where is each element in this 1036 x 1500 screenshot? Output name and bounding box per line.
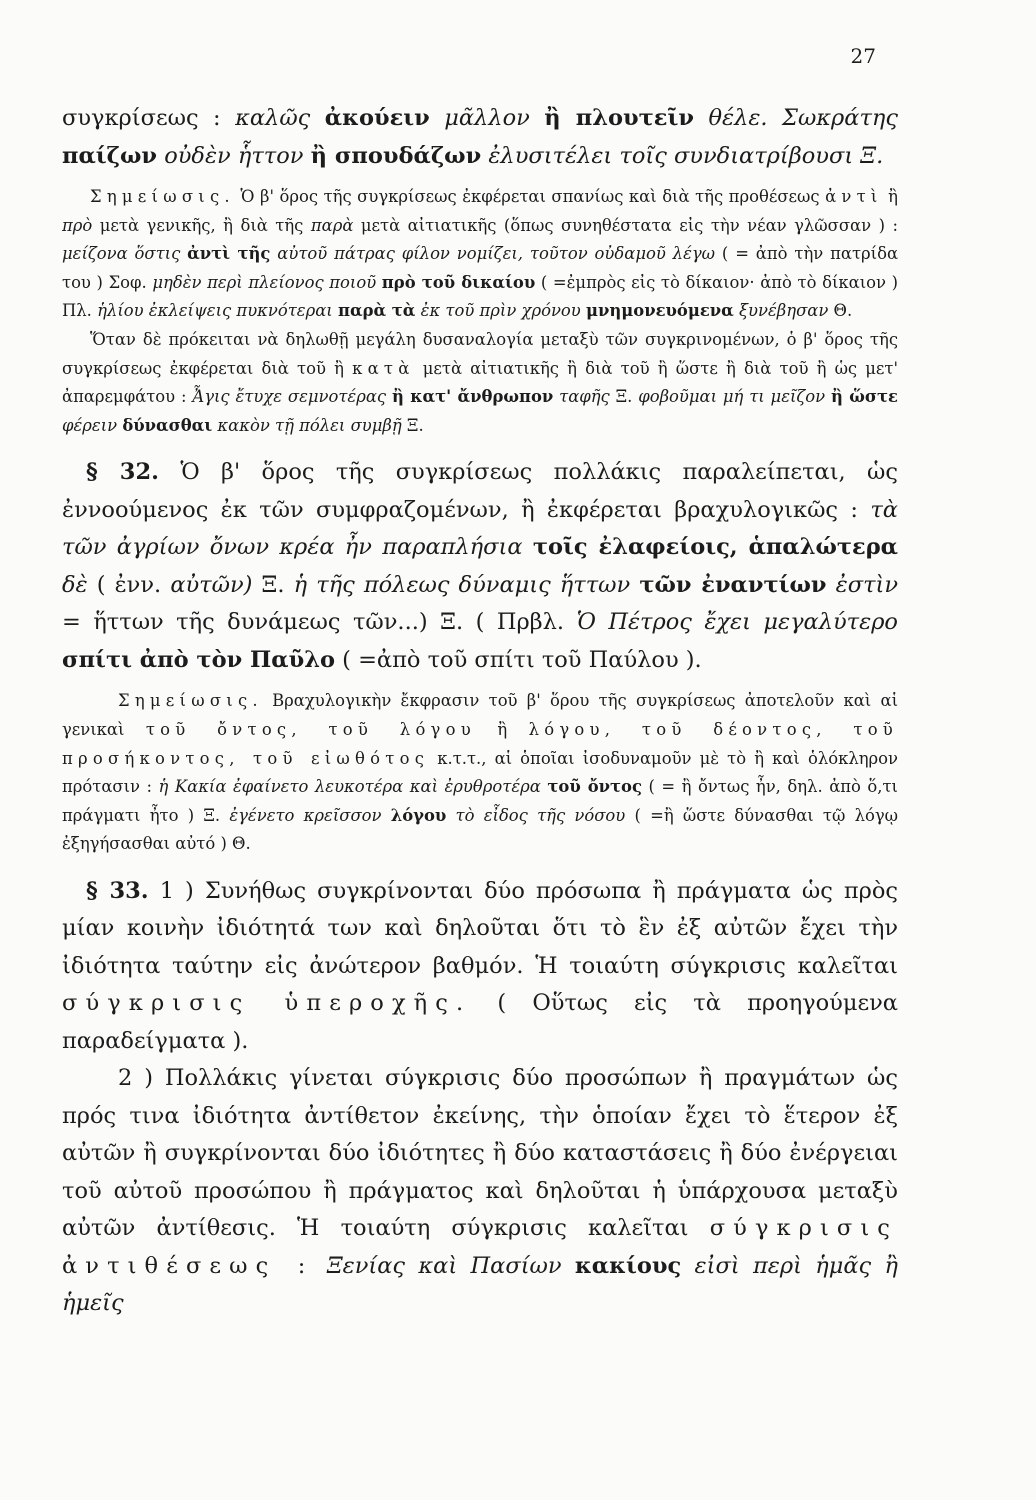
text-run: ( =ἀπὸ τοῦ σπίτι τοῦ Παύλου ). <box>342 646 702 673</box>
text-run: = ἥττων τῆς δυνάμεως τῶν...) Ξ. ( Πρβλ. <box>62 609 565 636</box>
text-run: Βραχυλογικὴν ἔκφρασιν τοῦ β' ὅρου τῆς συγκρίσεως ἀποτελοῦν καὶ αἱ γενικαὶ <box>62 691 898 739</box>
text-run: Ὁ β' ὅρος τῆς συγκρίσεως πολλάκις παραλείπεται, ὡς ἐννοούμενος ἐκ τῶν συμφραζομένων, ἢ ἐκφέρεται βραχυλογικῶς : <box>62 459 898 523</box>
text-run: παρὰ <box>310 215 354 235</box>
note-1 <box>62 183 898 326</box>
text-run: Ὁ Πέτρος ἔχει μεγαλύτερο <box>576 609 898 636</box>
text-run: συγκρίσεως : <box>62 105 221 131</box>
text-run: τὸ εἶδος τῆς νόσου <box>455 805 626 825</box>
text-run: ( =ἢ ὥστε δύνασθαι τῷ λόγῳ ἐξηγήσασθαι αὐτό ) Θ. <box>62 805 899 854</box>
text-run: μετὰ αἰτιατικῆς (ὅπως συνηθέστατα εἰς τὴν νέαν γλῶσσαν ) : <box>360 215 898 235</box>
term-highlight: σύγκρισις ἀντιθέσεως : <box>62 1215 898 1279</box>
text-run: ἀντὶ τῆς <box>187 244 271 264</box>
text-run: τῶν ἐναντίων <box>639 571 827 598</box>
section-33-part-2 <box>62 1060 898 1323</box>
term-highlight: σύγκρισις ὑπεροχῆς. <box>62 990 472 1017</box>
text-run: 2 ) Πολλάκις γίνεται σύγκρισις δύο προσώπων ἢ πραγμάτων ὡς πρός τινα ἰδιότητα ἀντίθετον ἐκείνης, τὴν ὁποίαν ἔχει τὸ ἕτερον ἐξ αὐτῶν ἢ συγκρίνονται δύο ἰδιότητες ἢ δύο καταστάσεις ἢ δύο ἐνέργειαι τοῦ αὐτοῦ προσώπου ἢ πράγματος καὶ δηλοῦται ἡ ὑπάρχουσα μεταξὺ αὐτῶν ἀντίθεσις. Ἡ τοιαύτη σύγκρισις καλεῖται <box>62 1065 898 1242</box>
text-run: μετὰ γενικῆς, ἢ διὰ τῆς <box>99 215 304 235</box>
text-run: μετὰ αἰτιατικῆς ἢ διὰ τοῦ ἢ ὥστε ἢ διὰ τοῦ ἢ ὡς μετ' ἀπαρεμφάτου : <box>62 358 898 407</box>
text-run: κακὸν τῇ πόλει συμβῇ <box>217 415 402 435</box>
text-run: ἡλίου ἐκλείψεις πυκνότεραι <box>97 301 333 321</box>
text-run: ἐλυσιτέλει τοῖς συνδιατρίβουσι Ξ. <box>488 142 884 169</box>
text-run: ἀκούειν <box>324 105 430 131</box>
text-run: αὐτοῦ πάτρας φίλον νομίζει, τοῦτον οὐδαμοῦ λέγω <box>277 244 716 264</box>
text-run: τοῦ ὄντος, τοῦ λόγου <box>145 719 476 739</box>
text-run: Ὅταν δὲ πρόκειται νὰ δηλωθῇ μεγάλη δυσαναλογία μεταξὺ τῶν συγκρινομένων, ὁ β' ὅρος τῆς συγκρίσεως ἐκφέρεται διὰ τοῦ ἢ <box>62 329 898 378</box>
text-run: οὐδὲν ἧττον <box>164 142 304 169</box>
text-run: πρὸ <box>62 215 93 235</box>
text-run: πρὸ τοῦ δικαίου <box>381 272 536 292</box>
text-run: ( Οὕτως εἰς τὰ προηγούμενα παραδείγματα ). <box>62 990 898 1054</box>
text-run: ( ἐνν. <box>96 571 162 598</box>
text-run: ταφῆς <box>559 387 610 407</box>
text-run: ἢ σπουδάζων <box>310 142 482 169</box>
text-run: καλῶς <box>235 105 311 131</box>
text-run: σπίτι ἀπὸ τὸν Παῦλο <box>62 646 335 673</box>
note-2 <box>62 326 898 440</box>
text-run: δὲ <box>62 571 88 598</box>
text-run: ἢ <box>888 187 898 206</box>
section-number: § 32. <box>86 459 159 486</box>
text-run: Θ. <box>833 301 853 321</box>
text-run: παίζων <box>62 142 158 169</box>
text-run: ἐγένετο κρεῖσσον <box>229 805 382 825</box>
section-number: § 33. <box>86 877 149 904</box>
note-3 <box>62 687 898 859</box>
text-run: ( = ἀπὸ τὴν πατρίδα του ) Σοφ. <box>62 244 899 292</box>
text-run: κ.τ.τ., αἱ ὁποῖαι ἰσοδυναμοῦν μὲ τὸ ἢ καὶ ὁλόκληρον πρότασιν : <box>62 748 899 797</box>
text-run: Ξ. <box>261 571 285 598</box>
text-run: 1 ) Συνήθως συγκρίνονται δύο πρόσωπα ἢ πράγματα ὡς πρὸς μίαν κοινὴν ἰδιότητά των καὶ δηλοῦται ὅτι τὸ ἓν ἐξ αὐτῶν ἔχει τὴν ἰδιότητα ταύτην εἰς ἀνώτερον βαθμόν. Ἡ τοιαύτη σύγκρισις καλεῖται <box>62 877 899 979</box>
text-run: ξυνέβησαν <box>739 301 829 321</box>
text-run: δύνασθαι <box>122 415 213 435</box>
text-run: φέρειν <box>62 415 118 435</box>
text-run: ἐστὶν <box>835 571 899 598</box>
text-run: παρὰ τὰ <box>337 301 416 321</box>
text-run: ἐκ τοῦ πρὶν χρόνου <box>420 301 581 321</box>
text-run: μνημονευόμενα <box>585 301 734 321</box>
text-run: τοῖς ἐλαφείοις, ἁπαλώτερα <box>532 534 898 561</box>
note-heading: Σημείωσις. <box>118 691 263 711</box>
text-run: ἢ <box>497 719 508 739</box>
text-run: τοῦ ὄντος <box>547 777 642 797</box>
text-run: Ξενίας καὶ Πασίων <box>326 1252 562 1279</box>
text-run: κακίους <box>574 1252 682 1279</box>
text-run: ἢ ὥστε <box>831 387 898 407</box>
text-run: ἡ Κακία ἐφαίνετο λευκοτέρα καὶ ἐρυθροτέρα <box>158 777 541 797</box>
text-run: ἢ πλουτεῖν <box>544 105 694 131</box>
text-run: κατὰ <box>352 358 415 378</box>
text-run: Ξ. <box>406 415 424 435</box>
text-run: θέλε. Σωκράτης <box>708 105 899 131</box>
paragraph-intro <box>62 100 898 175</box>
text-run: ἢ κατ' ἄνθρωπον <box>391 387 554 407</box>
text-run: ( = ἢ ὄντως ἦν, δηλ. ἀπὸ ὅ,τι πράγματι ἦτο ) Ξ. <box>62 777 898 825</box>
page-number: 27 <box>850 44 876 68</box>
text-run: τὰ τῶν ἀγρίων ὄνων κρέα ἦν παραπλήσια <box>62 496 898 561</box>
text-run: αὐτῶν) <box>170 571 253 598</box>
text-run: ἡ τῆς πόλεως δύναμις ἥττων <box>293 571 631 598</box>
text-run: ( =ἐμπρὸς εἰς τὸ δίκαιον· ἀπὸ τὸ δίκαιον ) Πλ. <box>62 272 898 321</box>
text-run: μείζονα ὅστις <box>62 244 181 264</box>
text-run: μηδὲν περὶ πλείονος ποιοῦ <box>152 272 377 292</box>
note-heading: Σημείωσις. <box>90 187 235 206</box>
text-run: λόγου <box>390 805 447 825</box>
text-run: εἰσὶ περὶ ἡμᾶς ἢ ἡμεῖς <box>62 1252 899 1317</box>
text-run: μᾶλλον <box>444 105 530 131</box>
page-body <box>62 100 898 1323</box>
section-33 <box>62 873 898 1061</box>
text-run: λόγου, τοῦ δέοντος, τοῦ προσήκοντος, τοῦ εἰωθότος <box>62 719 899 768</box>
text-run: φοβοῦμαι μή τι μεῖζον <box>638 387 826 407</box>
text-run: Ὁ β' ὅρος τῆς συγκρίσεως ἐκφέρεται σπανίως καὶ διὰ τῆς προθέσεως <box>240 187 820 206</box>
text-run: Ξ. <box>615 387 633 407</box>
section-32 <box>62 454 898 679</box>
text-run: Ἆγις ἔτυχε σεμνοτέρας <box>192 387 387 407</box>
text-run: ἀντὶ <box>825 187 883 206</box>
